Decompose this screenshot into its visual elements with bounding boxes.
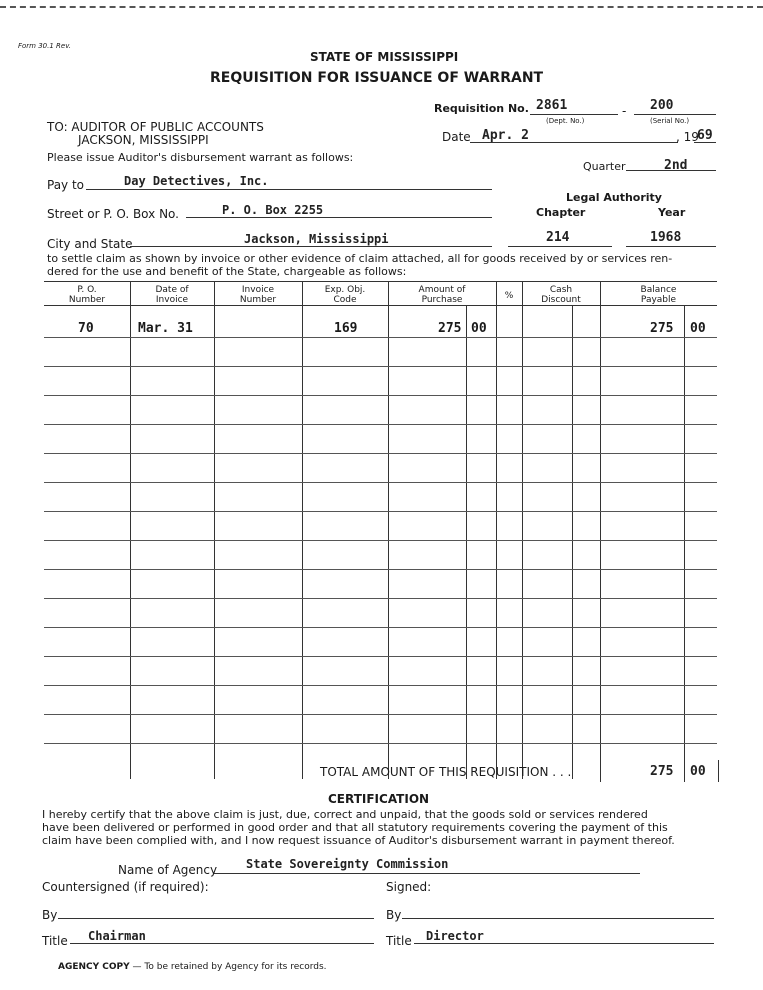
header-po-number: P. O. Number bbox=[68, 285, 106, 305]
header-cash-discount: Cash Discount bbox=[541, 285, 581, 305]
year-prefix: , 19 bbox=[676, 130, 699, 144]
certification-line1: I hereby certify that the above claim is just, due, correct and unpaid, that the goods sold or services rendered bbox=[42, 808, 648, 821]
requisition-table bbox=[44, 281, 717, 779]
date-label: Date bbox=[442, 130, 471, 144]
serial-number: 200 bbox=[650, 98, 674, 113]
row1-po-number: 70 bbox=[78, 321, 94, 336]
total-label: TOTAL AMOUNT OF THIS REQUISITION . . . bbox=[320, 765, 572, 779]
state-heading: STATE OF MISSISSIPPI bbox=[310, 50, 459, 64]
row1-balance-cents: 00 bbox=[690, 321, 706, 336]
city-value: Jackson, Mississippi bbox=[244, 232, 389, 246]
requisition-label: Requisition No. bbox=[434, 102, 529, 115]
row1-date: Mar. 31 bbox=[138, 321, 193, 336]
row1-obj-code: 169 bbox=[334, 321, 358, 336]
total-value: 275 bbox=[650, 764, 674, 779]
title-label-left: Title bbox=[42, 934, 68, 948]
dept-caption: (Dept. No.) bbox=[546, 117, 585, 125]
title-label-right: Title bbox=[386, 934, 412, 948]
quarter-label: Quarter bbox=[583, 160, 626, 173]
header-invoice-number: Invoice Number bbox=[239, 285, 277, 305]
street-value: P. O. Box 2255 bbox=[222, 203, 324, 217]
top-edge-line bbox=[0, 6, 763, 8]
header-amount-of-purchase: Amount of Purchase bbox=[418, 285, 466, 305]
requisition-dash: - bbox=[622, 104, 627, 118]
instruction-text: Please issue Auditor's disbursement warrant as follows: bbox=[47, 151, 354, 164]
legal-authority-heading: Legal Authority bbox=[566, 191, 662, 204]
agency-label: Name of Agency bbox=[118, 863, 218, 877]
total-cents: 00 bbox=[690, 764, 706, 779]
row1-amount: 275 bbox=[438, 321, 462, 336]
countersigned-label: Countersigned (if required): bbox=[42, 880, 209, 894]
certification-heading: CERTIFICATION bbox=[328, 792, 430, 806]
header-exp-obj-code: Exp. Obj. Code bbox=[324, 285, 366, 305]
certification-line2: have been delivered or performed in good order and that all statutory requirements covering the payment of this bbox=[42, 821, 668, 834]
signed-label: Signed: bbox=[386, 880, 432, 894]
date-value: Apr. 2 bbox=[482, 128, 529, 143]
agency-copy-label: AGENCY COPY bbox=[58, 962, 130, 972]
addressee-line1: TO: AUDITOR OF PUBLIC ACCOUNTS bbox=[47, 120, 264, 134]
year-value: 69 bbox=[697, 128, 713, 143]
city-label: City and State bbox=[47, 237, 133, 251]
header-percent: % bbox=[504, 291, 514, 301]
form-number: Form 30.1 Rev. bbox=[18, 42, 72, 50]
row1-balance: 275 bbox=[650, 321, 674, 336]
by-label-left: By bbox=[42, 908, 58, 922]
year-label: Year bbox=[658, 206, 686, 219]
agency-copy-footer bbox=[58, 962, 327, 972]
street-label: Street or P. O. Box No. bbox=[47, 207, 179, 221]
form-title: REQUISITION FOR ISSUANCE OF WARRANT bbox=[210, 70, 544, 86]
chapter-value: 214 bbox=[546, 230, 570, 245]
by-label-right: By bbox=[386, 908, 402, 922]
header-date-of-invoice: Date of Invoice bbox=[155, 285, 189, 305]
legal-year-value: 1968 bbox=[650, 230, 682, 245]
quarter-value: 2nd bbox=[664, 158, 688, 173]
title-value-left: Chairman bbox=[88, 929, 146, 943]
row1-amount-cents: 00 bbox=[471, 321, 487, 336]
pay-to-value: Day Detectives, Inc. bbox=[124, 174, 269, 188]
chapter-label: Chapter bbox=[536, 206, 586, 219]
total-divider bbox=[684, 760, 685, 782]
addressee-line2: JACKSON, MISSISSIPPI bbox=[78, 133, 209, 147]
pay-to-label: Pay to bbox=[47, 178, 85, 192]
title-value-right: Director bbox=[426, 929, 484, 943]
agency-copy-note: — To be retained by Agency for its records. bbox=[129, 962, 327, 972]
settle-text-line1: to settle claim as shown by invoice or other evidence of claim attached, all for goods received by or services ren- bbox=[47, 252, 673, 265]
settle-text-line2: dered for the use and benefit of the State, chargeable as follows: bbox=[47, 265, 407, 278]
dept-number: 2861 bbox=[536, 98, 568, 113]
header-balance-payable: Balance Payable bbox=[640, 285, 677, 305]
serial-caption: (Serial No.) bbox=[650, 117, 690, 125]
agency-value: State Sovereignty Commission bbox=[246, 857, 449, 871]
certification-line3: claim have been complied with, and I now request issuance of Auditor's disbursement warrant in payment thereof. bbox=[42, 834, 675, 847]
